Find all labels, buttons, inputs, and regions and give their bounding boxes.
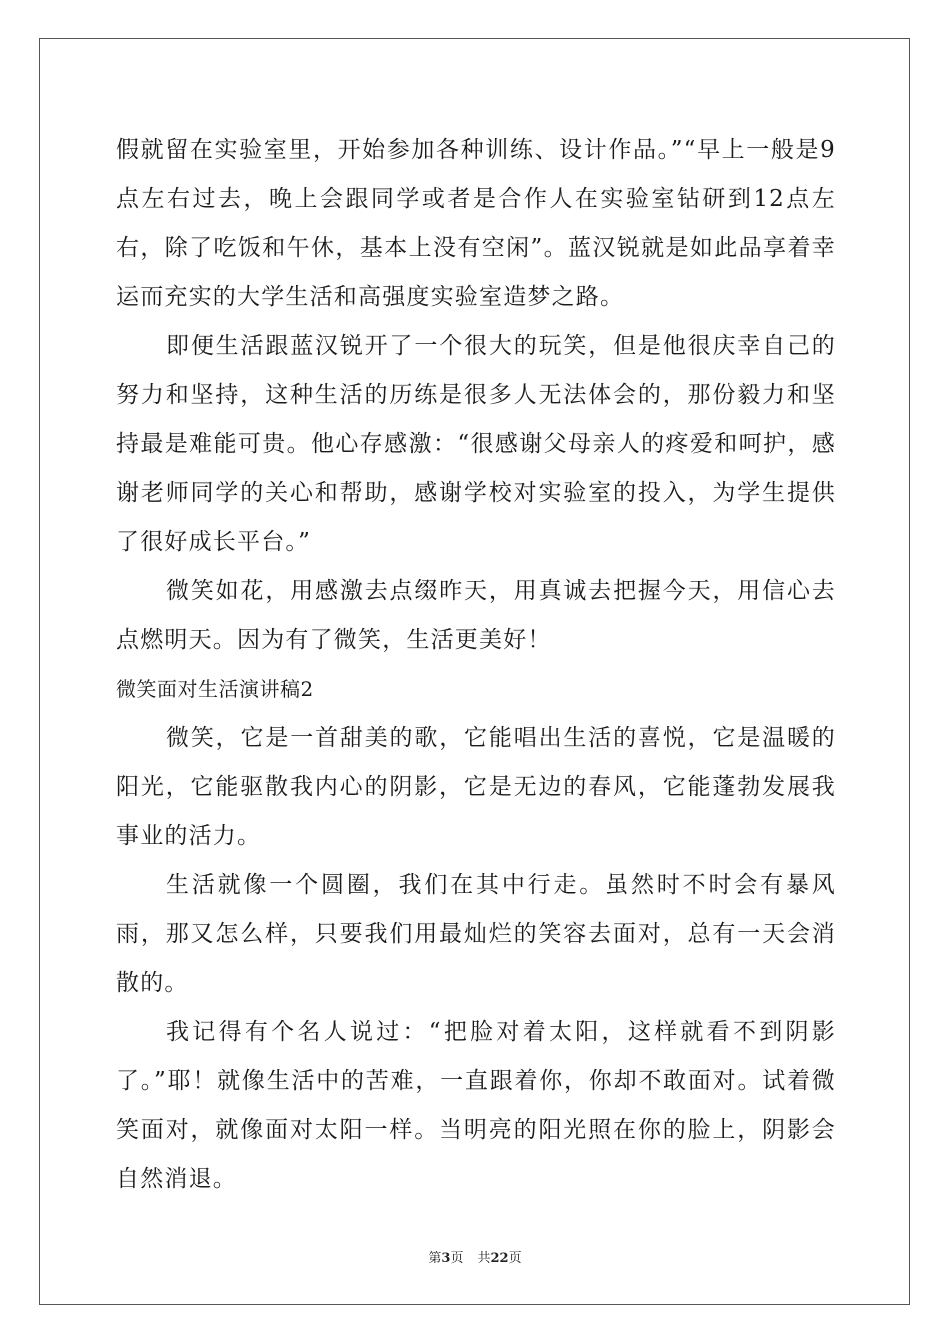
paragraph: 我记得有个名人说过：“把脸对着太阳，这样就看不到阴影了。”耶！就像生活中的苦难，一直跟着你，你却不敢面对。试着微笑面对，就像面对太阳一样。当明亮的阳光照在你的脸上，阴影会自然消退。: [116, 1019, 836, 1192]
total-suffix: 页: [508, 1251, 522, 1266]
paragraph: 即便生活跟蓝汉锐开了一个很大的玩笑，但是他很庆幸自己的努力和坚持，这种生活的历练是很多人无法体会的，那份毅力和坚持最是难能可贵。他心存感激：“很感谢父母亲人的疼爱和呵护，感谢老师同学的关心和帮助，感谢学校对实验室的投入，为学生提供了很好成长平台。”: [116, 333, 836, 555]
page-footer: [0, 1247, 950, 1266]
paragraph: 假就留在实验室里，开始参加各种训练、设计作品。”“早上一般是9点左右过去，晚上会跟同学或者是合作人在实验室钻研到12点左右，除了吃饭和午休，基本上没有空闲”。蓝汉锐就是如此品享着幸运而充实的大学生活和高强度实验室造梦之路。: [116, 137, 836, 310]
total-page-count: 22: [490, 1251, 509, 1266]
paragraph: 微笑如花，用感激去点缀昨天，用真诚去把握今天，用信心去点燃明天。因为有了微笑，生活更美好！: [116, 578, 836, 653]
section-heading: 微笑面对生活演讲稿2: [116, 677, 314, 701]
current-page-number: 3: [441, 1251, 451, 1266]
total-prefix: 共: [477, 1251, 491, 1266]
document-body: [116, 126, 836, 1204]
paragraph: 生活就像一个圆圈，我们在其中行走。虽然时不时会有暴风雨，那又怎么样，只要我们用最灿烂的笑容去面对，总有一天会消散的。: [116, 872, 836, 996]
page-prefix: 第: [428, 1251, 442, 1266]
paragraph: 微笑，它是一首甜美的歌，它能唱出生活的喜悦，它是温暖的阳光，它能驱散我内心的阴影，它是无边的春风，它能蓬勃发展我事业的活力。: [116, 725, 836, 849]
page-suffix: 页: [450, 1251, 464, 1266]
